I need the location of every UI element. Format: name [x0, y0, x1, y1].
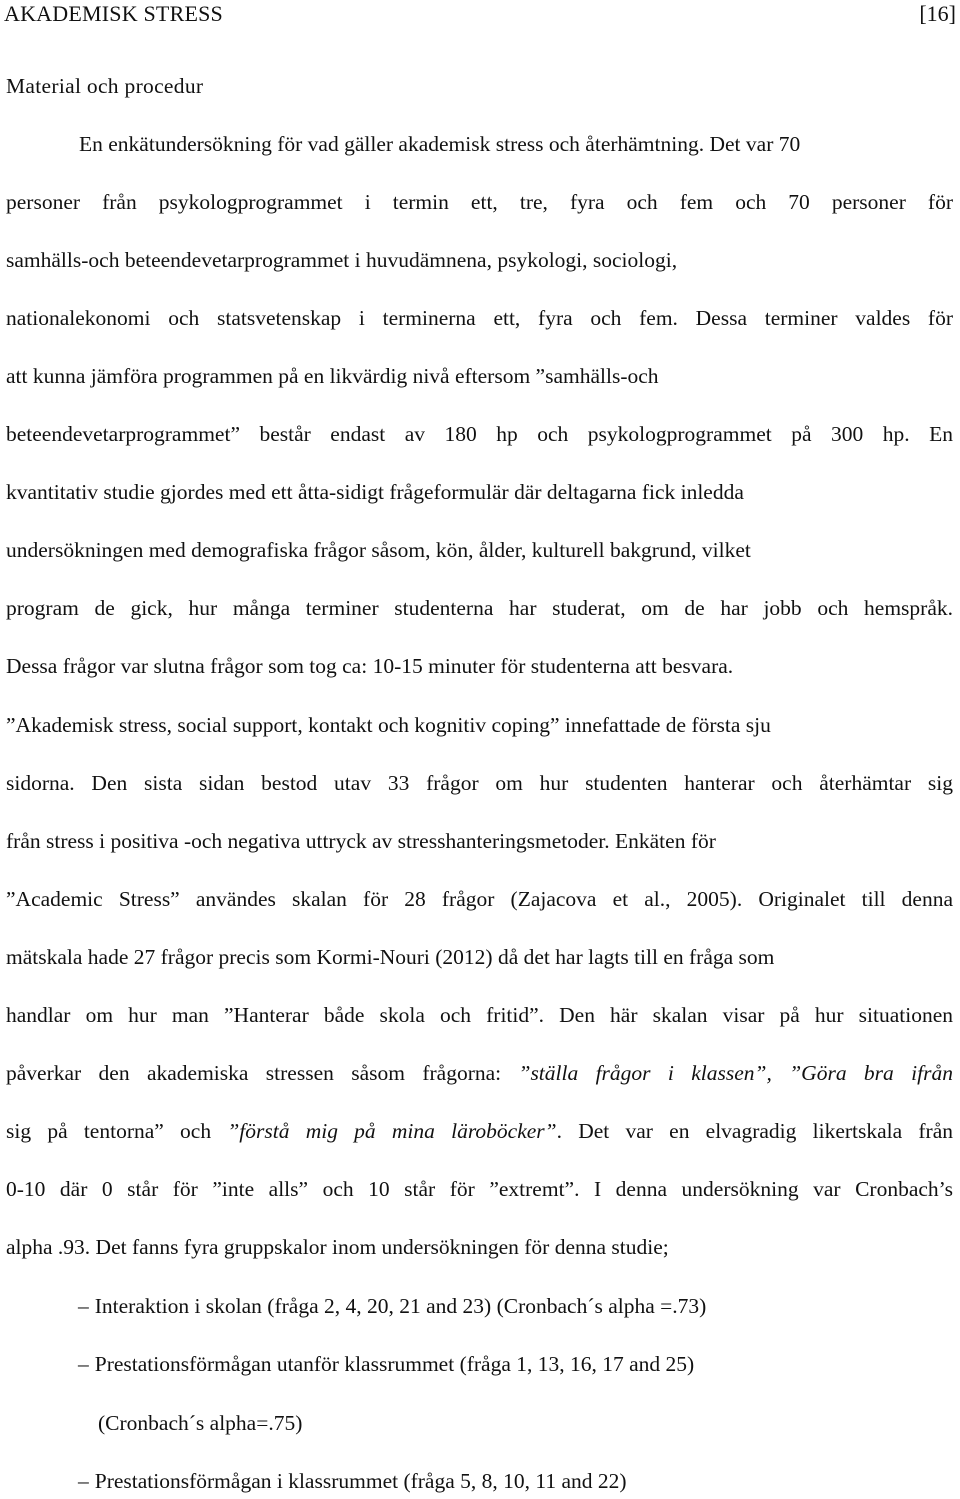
- line-text: påverkar den akademiska stressen såsom frågorna:: [6, 1061, 519, 1085]
- paragraph-line: beteendevetarprogrammet” består endast av 180 hp och psykologprogrammet på 300 hp. En: [6, 422, 953, 446]
- paragraph-line: alpha .93. Det fanns fyra gruppskalor inom undersökningen för denna studie;: [6, 1235, 669, 1259]
- line-text: sig på tentorna”: [6, 1119, 164, 1143]
- line-text: . Det var en elvagradig likertskala från: [556, 1119, 954, 1143]
- list-item: – Prestationsförmågan utanför klassrummet (fråga 1, 13, 16, 17 and 25): [78, 1352, 695, 1376]
- quoted-item-2: ”Göra bra ifrån: [789, 1061, 953, 1085]
- page-number: [16]: [919, 1, 956, 26]
- paragraph-line: undersökningen med demografiska frågor såsom, kön, ålder, kulturell bakgrund, vilket: [6, 538, 751, 562]
- paragraph-line: nationalekonomi och statsvetenskap i terminerna ett, fyra och fem. Dessa terminer valdes för: [6, 306, 953, 330]
- paragraph-line: personer från psykologprogrammet i termin ett, tre, fyra och fem och 70 personer för: [6, 190, 953, 214]
- paragraph-line: ”Akademisk stress, social support, kontakt och kognitiv coping” innefattade de första sju: [6, 713, 771, 737]
- paragraph-line: sidorna. Den sista sidan bestod utav 33 frågor om hur studenten hanterar och återhämtar sig: [6, 771, 953, 795]
- list-item: – Interaktion i skolan (fråga 2, 4, 20, 21 and 23) (Cronbach´s alpha =.73): [78, 1294, 707, 1318]
- quoted-item-1: ”ställa frågor i klassen”,: [518, 1061, 772, 1085]
- paragraph-line: samhälls-och beteendevetarprogrammet i huvudämnena, psykologi, sociologi,: [6, 248, 678, 272]
- dash-bullet: –: [78, 1294, 89, 1318]
- list-item: – Prestationsförmågan i klassrummet (fråga 5, 8, 10, 11 and 22): [78, 1469, 627, 1493]
- paragraph-line: [6, 1063, 953, 1085]
- paragraph-line: sig på tentorna” och ”förstå mig på mina läroböcker”. Det var en elvagradig likertskala från: [6, 1119, 954, 1143]
- paragraph-line: 0-10 där 0 står för ”inte alls” och 10 står för ”extremt”. I denna undersökning var Cronbach’s: [6, 1177, 953, 1201]
- paragraph-line: att kunna jämföra programmen på en likvärdig nivå eftersom ”samhälls-och: [6, 364, 659, 388]
- running-header-title: AKADEMISK STRESS: [4, 1, 223, 26]
- paragraph-line: handlar om hur man ”Hanterar både skola och fritid”. Den här skalan visar på hur situationen: [6, 1003, 953, 1027]
- paragraph-line: En enkätundersökning för vad gäller akademisk stress och återhämtning. Det var 70: [79, 132, 801, 156]
- paragraph-line: kvantitativ studie gjordes med ett åtta-sidigt frågeformulär där deltagarna fick inledda: [6, 480, 744, 504]
- paragraph-line: program de gick, hur många terminer studenterna har studerat, om de har jobb och hemspråk.: [6, 596, 953, 620]
- paragraph-line: Dessa frågor var slutna frågor som tog ca: 10-15 minuter för studenterna att besvara.: [6, 654, 734, 678]
- paragraph-line: mätskala hade 27 frågor precis som Kormi-Nouri (2012) då det har lagts till en fråga som: [6, 945, 775, 969]
- list-item-continuation: (Cronbach´s alpha=.75): [98, 1411, 303, 1435]
- quoted-item-3: ”förstå mig på mina läroböcker”: [227, 1119, 557, 1143]
- dash-bullet: –: [78, 1469, 89, 1493]
- section-heading: Material och procedur: [6, 74, 204, 98]
- paragraph-line: från stress i positiva -och negativa uttryck av stresshanteringsmetoder. Enkäten för: [6, 829, 716, 853]
- paragraph-line: ”Academic Stress” användes skalan för 28 frågor (Zajacova et al., 2005). Originalet till denna: [6, 887, 953, 911]
- dash-bullet: –: [78, 1352, 89, 1376]
